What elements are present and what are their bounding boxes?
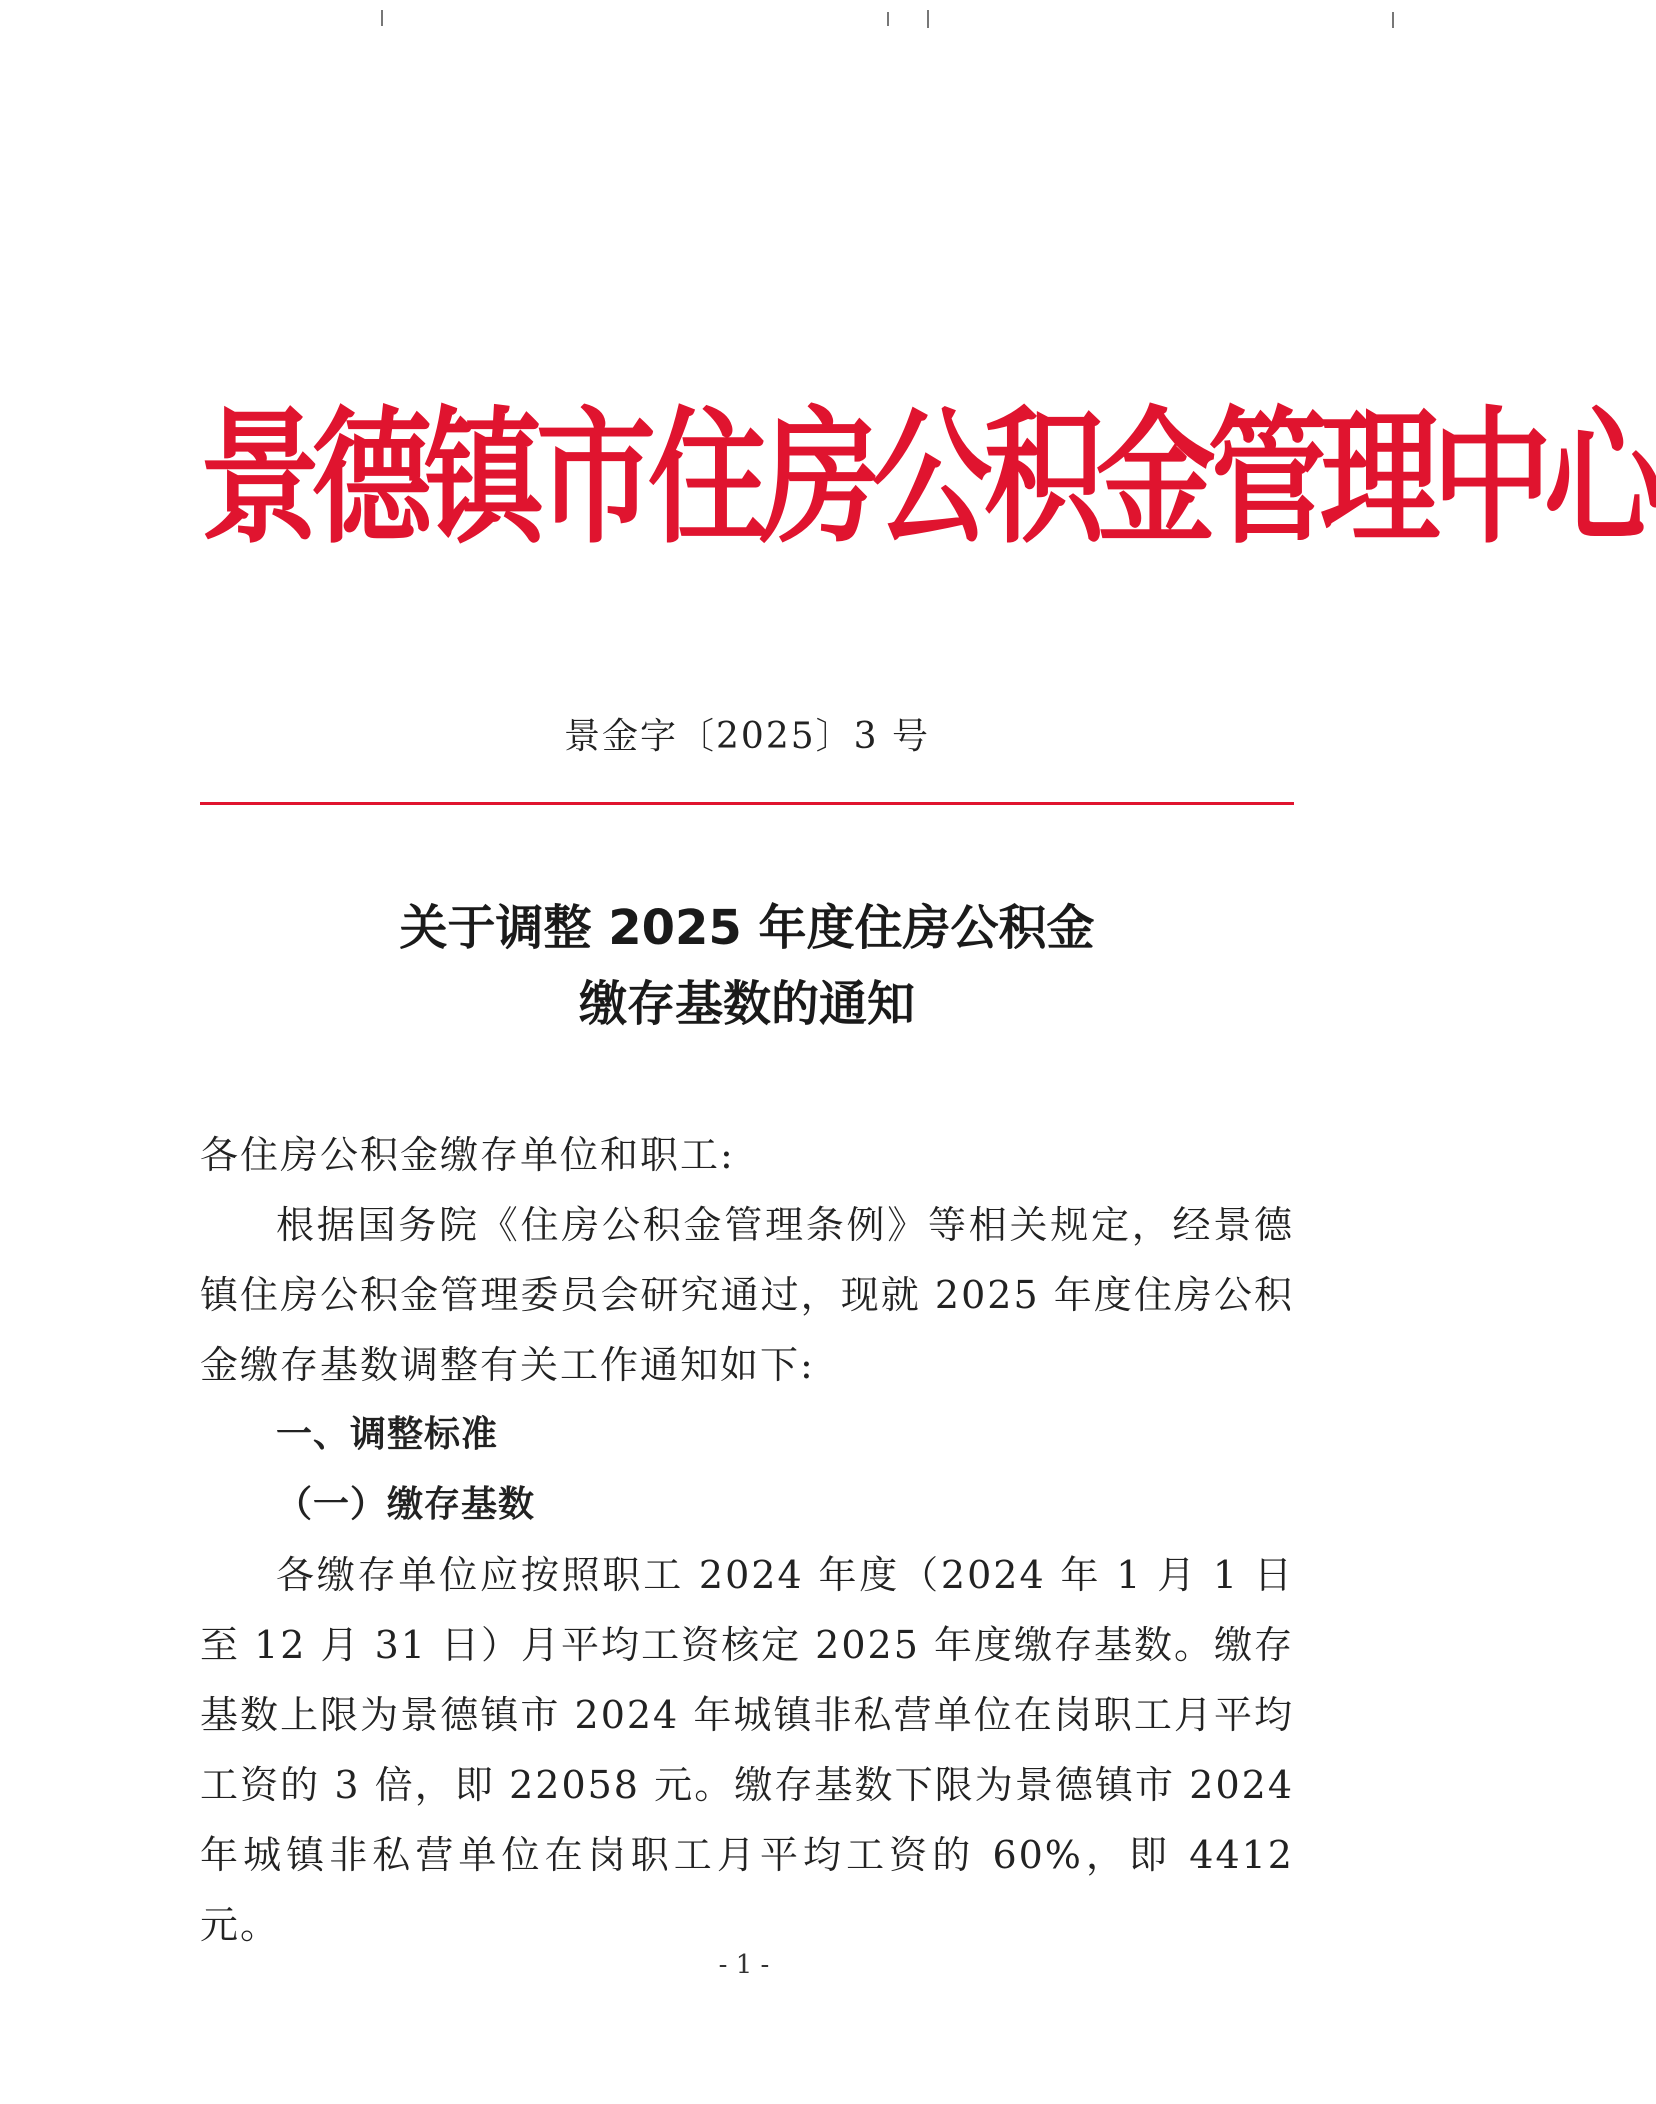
section-heading: 一、调整标准 (276, 1414, 499, 1455)
document-number: 景金字〔2025〕3 号 (564, 716, 930, 757)
organization-header: 景德镇市住房公积金管理中心 (200, 394, 1656, 565)
scan-mark (1392, 12, 1394, 28)
title-line-1: 关于调整 2025 年度住房公积金 (399, 900, 1095, 956)
salutation: 各住房公积金缴存单位和职工: (200, 1133, 735, 1177)
intro-paragraph: 根据国务院《住房公积金管理条例》等相关规定，经景德镇住房公积金管理委员会研究通过，现就 2025 年度住房公积金缴存基数调整有关工作通知如下: (200, 1203, 1294, 1387)
red-divider-line (200, 802, 1294, 805)
scan-mark (887, 12, 889, 26)
scan-mark (381, 10, 383, 26)
document-title (200, 890, 1294, 1042)
title-line-2: 缴存基数的通知 (578, 976, 915, 1032)
document-body (200, 1120, 1294, 1960)
body-paragraph: 各缴存单位应按照职工 2024 年度（2024 年 1 月 1 日至 12 月 31 日）月平均工资核定 2025 年度缴存基数。缴存基数上限为景德镇市 2024 年城镇非私营单位在岗职工月平均工资的 3 倍，即 22058 元。缴存基数下限为景德镇市 2024 年城镇非私营单位在岗职工月平均工资的 60%，即 4412 元。 (200, 1553, 1294, 1947)
subsection-heading: （一）缴存基数 (276, 1484, 536, 1525)
scan-mark (927, 10, 929, 28)
page-number: - 1 - (718, 1950, 770, 1980)
